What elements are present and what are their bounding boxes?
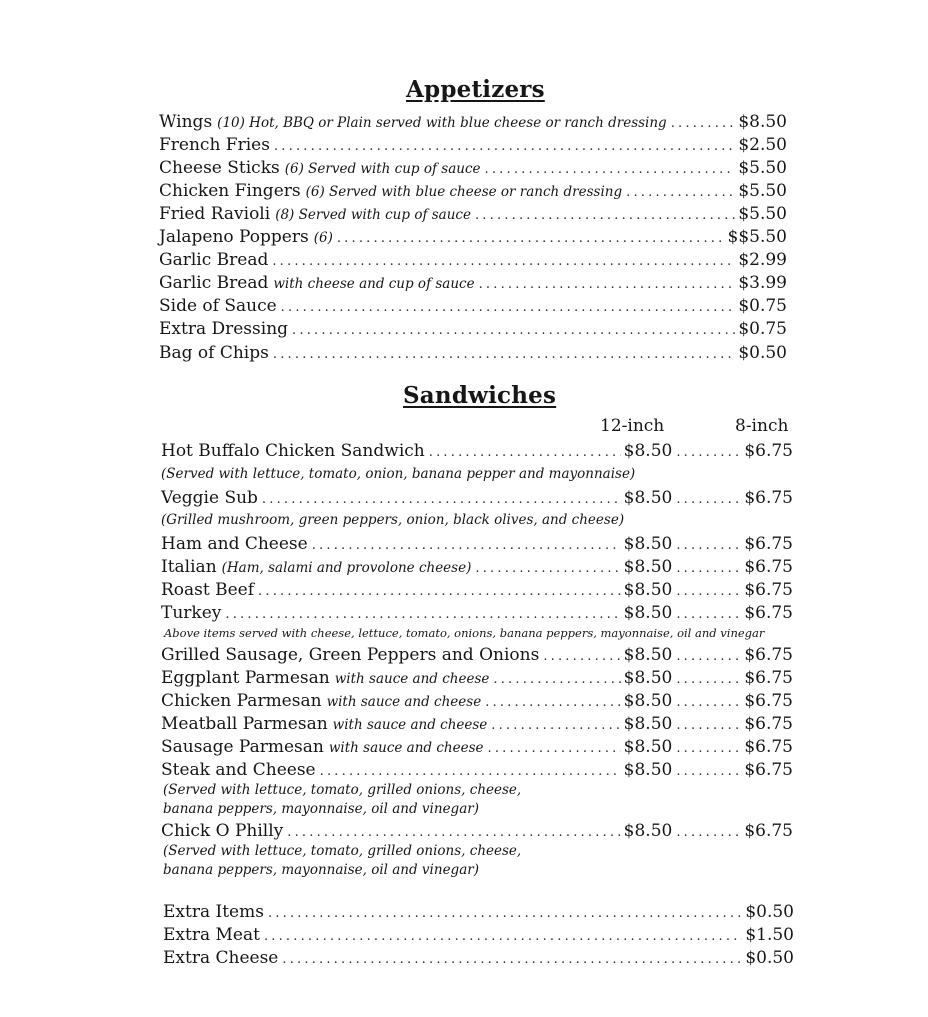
menu-item: [161, 602, 793, 624]
menu-item: [161, 713, 793, 735]
item-name: Chicken Fingers: [159, 181, 301, 201]
menu-item: [159, 203, 787, 225]
price-8-inch: $6.75: [744, 760, 793, 780]
dot-leader: [262, 489, 621, 511]
item-price: $0.50: [745, 948, 794, 968]
price-8-inch: $6.75: [744, 534, 793, 554]
item-name: Eggplant Parmesan: [161, 668, 330, 688]
dot-leader: [676, 692, 740, 714]
item-price: $0.50: [738, 343, 787, 363]
item-price: $8.50: [738, 112, 787, 132]
item-description: (6) Served with cup of sauce: [284, 161, 481, 177]
dot-leader: [676, 489, 740, 511]
dot-leader: [320, 761, 621, 783]
item-name: Chick O Philly: [161, 821, 284, 841]
dot-leader: [429, 442, 621, 464]
menu-item: [161, 487, 793, 509]
col-header-8-inch: 8-inch: [735, 416, 789, 436]
dot-leader: [676, 669, 740, 691]
item-price: $5.50: [738, 181, 787, 201]
menu-item: [163, 947, 794, 969]
dot-leader: [676, 604, 740, 626]
appetizers-heading: Appetizers: [406, 76, 545, 103]
menu-item: [159, 342, 787, 364]
price-8-inch: $6.75: [744, 441, 793, 461]
menu-item: [161, 556, 793, 578]
item-description: with sauce and cheese: [326, 694, 482, 710]
dot-leader: [475, 558, 620, 580]
item-price: $2.50: [738, 135, 787, 155]
item-price: $5.50: [738, 158, 787, 178]
menu-item: [161, 667, 793, 689]
item-name: Sausage Parmesan: [161, 737, 324, 757]
menu-item: [161, 820, 793, 842]
dot-leader: [493, 669, 620, 691]
dot-leader: [479, 274, 736, 296]
dot-leader: [258, 581, 621, 603]
price-12-inch: $8.50: [623, 441, 673, 461]
dot-leader: [676, 738, 740, 760]
dot-leader: [281, 297, 736, 319]
dot-leader: [676, 535, 740, 557]
menu-item: [159, 111, 787, 133]
price-8-inch: $6.75: [744, 645, 793, 665]
price-8-inch: $6.75: [744, 580, 793, 600]
item-name: Steak and Cheese: [161, 760, 316, 780]
item-price: $2.99: [738, 250, 787, 270]
dot-leader: [287, 822, 620, 844]
item-price: $5.50: [738, 204, 787, 224]
dot-leader: [274, 136, 735, 158]
price-12-inch: $8.50: [623, 821, 673, 841]
dot-leader: [543, 646, 620, 668]
menu-item: [161, 690, 793, 712]
price-12-inch: $8.50: [623, 645, 673, 665]
price-12-inch: $8.50: [623, 557, 673, 577]
item-note: banana peppers, mayonnaise, oil and vinegar): [163, 862, 479, 878]
item-name: Bag of Chips: [159, 343, 269, 363]
menu-item: [161, 759, 793, 781]
price-8-inch: $6.75: [744, 557, 793, 577]
menu-item: [159, 318, 787, 340]
dot-leader: [676, 442, 740, 464]
dot-leader: [272, 251, 735, 273]
item-description: with sauce and cheese: [328, 740, 484, 756]
price-8-inch: $6.75: [744, 691, 793, 711]
dot-leader: [312, 535, 621, 557]
item-price: $1.50: [745, 925, 794, 945]
sandwiches-heading: Sandwiches: [403, 382, 557, 409]
item-name: Italian: [161, 557, 217, 577]
price-12-inch: $8.50: [623, 737, 673, 757]
item-description: with sauce and cheese: [334, 671, 490, 687]
dot-leader: [282, 949, 742, 971]
dot-leader: [626, 182, 735, 204]
price-8-inch: $6.75: [744, 821, 793, 841]
item-name: Garlic Bread: [159, 273, 269, 293]
item-note: banana peppers, mayonnaise, oil and vinegar): [163, 801, 479, 817]
menu-item: [159, 226, 787, 248]
price-12-inch: $8.50: [623, 714, 673, 734]
dot-leader: [337, 228, 725, 250]
item-name: Jalapeno Poppers: [159, 227, 309, 247]
dot-leader: [676, 558, 740, 580]
dot-leader: [676, 581, 740, 603]
item-name: Extra Cheese: [163, 948, 279, 968]
item-note: (Grilled mushroom, green peppers, onion, black olives, and cheese): [161, 512, 625, 528]
dot-leader: [676, 822, 740, 844]
dot-leader: [671, 113, 736, 135]
item-description: (6): [313, 230, 333, 246]
menu-item: [161, 533, 793, 555]
price-8-inch: $6.75: [744, 668, 793, 688]
dot-leader: [225, 604, 620, 626]
price-12-inch: $8.50: [623, 760, 673, 780]
dot-leader: [485, 159, 736, 181]
menu-item: [163, 901, 794, 923]
price-12-inch: $8.50: [623, 691, 673, 711]
item-description: with sauce and cheese: [332, 717, 488, 733]
price-12-inch: $8.50: [623, 668, 673, 688]
item-name: Extra Dressing: [159, 319, 289, 339]
dot-leader: [268, 903, 742, 925]
item-name: Meatball Parmesan: [161, 714, 328, 734]
item-price: $0.75: [738, 319, 787, 339]
menu-item: [159, 249, 787, 271]
item-name: Roast Beef: [161, 580, 255, 600]
item-note: Above items served with cheese, lettuce, tomato, onions, banana peppers, mayonnaise, oil and vinegar: [164, 626, 765, 640]
item-name: Ham and Cheese: [161, 534, 308, 554]
item-price: $0.50: [745, 902, 794, 922]
item-price: $3.99: [738, 273, 787, 293]
menu-item: [163, 924, 794, 946]
dot-leader: [264, 926, 742, 948]
item-name: Side of Sauce: [159, 296, 277, 316]
item-name: Garlic Bread: [159, 250, 269, 270]
price-12-inch: $8.50: [623, 603, 673, 623]
menu-item: [161, 644, 793, 666]
item-description: (Ham, salami and provolone cheese): [221, 560, 472, 576]
price-12-inch: $8.50: [623, 580, 673, 600]
item-name: French Fries: [159, 135, 270, 155]
dot-leader: [491, 715, 620, 737]
item-note: (Served with lettuce, tomato, grilled onions, cheese,: [163, 782, 522, 798]
price-8-inch: $6.75: [744, 488, 793, 508]
item-name: Extra Items: [163, 902, 264, 922]
item-description: (8) Served with cup of sauce: [275, 207, 471, 223]
dot-leader: [292, 320, 735, 342]
menu-item: [161, 736, 793, 758]
item-name: Hot Buffalo Chicken Sandwich: [161, 441, 425, 461]
price-12-inch: $8.50: [623, 534, 673, 554]
price-8-inch: $6.75: [744, 737, 793, 757]
dot-leader: [485, 692, 620, 714]
item-name: Veggie Sub: [161, 488, 258, 508]
dot-leader: [273, 344, 735, 366]
item-price: $0.75: [738, 296, 787, 316]
item-note: (Served with lettuce, tomato, onion, banana pepper and mayonnaise): [161, 466, 636, 482]
item-name: Chicken Parmesan: [161, 691, 322, 711]
dot-leader: [676, 715, 740, 737]
item-name: Grilled Sausage, Green Peppers and Onions: [161, 645, 540, 665]
item-name: Turkey: [161, 603, 222, 623]
menu-item: [159, 180, 787, 202]
menu-item: [159, 157, 787, 179]
item-name: Cheese Sticks: [159, 158, 280, 178]
menu-item: [161, 579, 793, 601]
price-8-inch: $6.75: [744, 714, 793, 734]
dot-leader: [488, 738, 621, 760]
menu-item: [159, 295, 787, 317]
item-name: Extra Meat: [163, 925, 260, 945]
menu-item: [161, 440, 793, 462]
price-12-inch: $8.50: [623, 488, 673, 508]
item-price: $$5.50: [727, 227, 787, 247]
price-8-inch: $6.75: [744, 603, 793, 623]
item-name: Fried Ravioli: [159, 204, 271, 224]
item-note: (Served with lettuce, tomato, grilled onions, cheese,: [163, 843, 522, 859]
col-header-12-inch: 12-inch: [600, 416, 665, 436]
dot-leader: [475, 205, 735, 227]
item-name: Wings: [159, 112, 213, 132]
item-description: (10) Hot, BBQ or Plain served with blue cheese or ranch dressing: [217, 115, 667, 131]
dot-leader: [676, 646, 740, 668]
item-description: with cheese and cup of sauce: [273, 276, 475, 292]
menu-item: [159, 134, 787, 156]
dot-leader: [676, 761, 740, 783]
menu-item: [159, 272, 787, 294]
item-description: (6) Served with blue cheese or ranch dressing: [305, 184, 623, 200]
